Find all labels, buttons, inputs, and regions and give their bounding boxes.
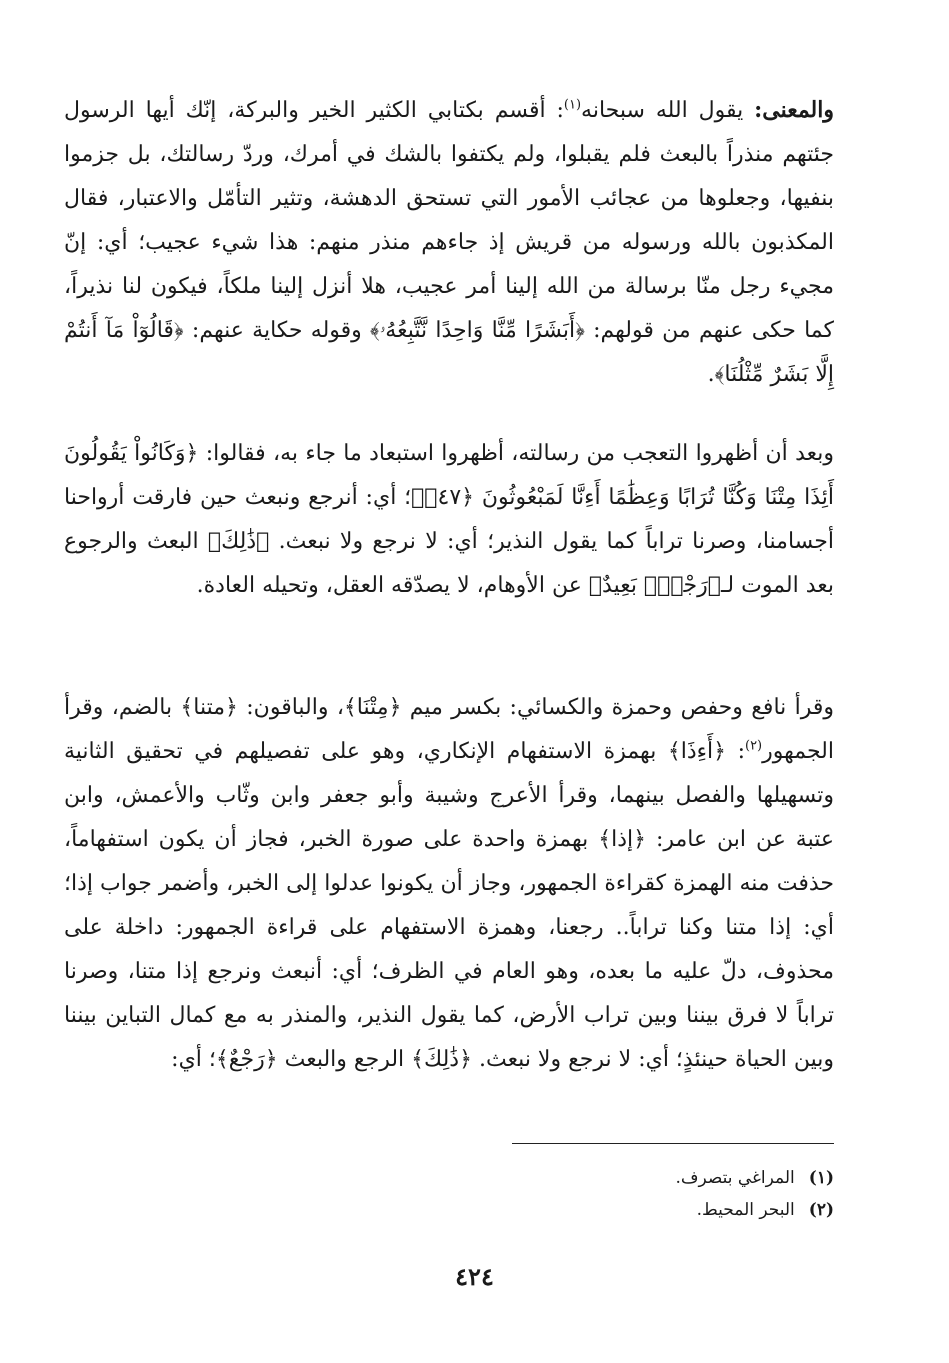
page-number: ٤٢٤ [455, 1262, 494, 1291]
paragraph-2-text: وبعد أن أظهروا التعجب من رسالته، أظهروا استبعاد ما جاء به، فقالوا: ﴿وَكَانُواْ يَقُولُونَ أَئِذَا مِتْنَا وَكُنَّا تُرَابًا وَعِظَٰمًا أَءِنَّا لَمَبْعُوثُونَ ﴿٤٧﴾﴾؛ أي: أنرجع ونبعث حين فارقت أرواحنا أجسامنا، وصرنا تراباً كما يقول النذير؛ أي: لا نرجع ولا نبعث. ﴿ذَٰلِكَ﴾ البعث والرجوع بعد الموت لـ﴿رَجْعٌۢ بَعِيدٌ﴾ عن الأوهام، لا يصدّقه العقل، وتحيله العادة. [64, 441, 834, 598]
footnote-item [64, 1194, 834, 1226]
paragraph-3-text [64, 686, 834, 1082]
footnote-item [64, 1162, 834, 1194]
footnote-ref-1[interactable]: (١) [563, 97, 582, 113]
paragraph-3-part-a: وقرأ نافع وحفص وحمزة والكسائي: بكسر ميم ﴿مِتْنَا﴾، والباقون: ﴿متنا﴾ بالضم، وقرأ الجمهور [64, 695, 834, 764]
paragraph-lead-word: والمعنى: [754, 97, 834, 123]
paragraph-meaning [64, 88, 834, 397]
paragraph-denial [64, 432, 834, 608]
paragraph-1-part-a: يقول الله سبحانه [581, 98, 755, 123]
paragraph-1-text [64, 88, 834, 397]
footnote-text: البحر المحيط. [696, 1200, 795, 1220]
footnote-text: المراغي بتصرف. [675, 1168, 795, 1188]
footnote-divider [512, 1143, 834, 1144]
footnote-number: (٢) [808, 1200, 834, 1220]
footnote-number: (١) [808, 1168, 834, 1188]
paragraph-3-part-b: : ﴿أَءِذَا﴾ بهمزة الاستفهام الإنكاري، وهو على تفصيلهم في تحقيق الثانية وتسهيلها والفصل بينهما، وقرأ الأعرج وشيبة وأبو جعفر وابن وثّاب والأعمش، وابن عتبة عن ابن عامر: ﴿إذا﴾ بهمزة واحدة على صورة الخبر، فجاز أن يكون استفهاماً، حذفت منه الهمزة كقراءة الجمهور، وجاز أن يكونوا عدلوا إلى الخبر، وأضمر جواب إذا؛ أي: إذا متنا وكنا تراباً.. رجعنا، وهمزة الاستفهام على قراءة الجمهور: داخلة على محذوف، دلّ عليه ما بعده، وهو العام في الظرف؛ أي: أنبعث ونرجع إذا متنا، وصرنا تراباً لا فرق بيننا وبين تراب الأرض، كما يقول النذير، والمنذر به مع كمال التباين بيننا وبين الحياة حينئذٍ؛ أي: لا نرجع ولا نبعث. ﴿ذَٰلِكَ﴾ الرجع والبعث ﴿رَجْعٌ﴾؛ أي: [64, 739, 834, 1072]
footnote-ref-2[interactable]: (٢) [744, 738, 763, 754]
paragraph-1-part-b: : أقسم بكتابي الكثير الخير والبركة، إنّك أيها الرسول جئتهم منذراً بالبعث فلم يقبلوا، ولم يكتفوا بالشك في أمرك، وردّ رسالتك، بل جزموا بنفيها، وجعلوها من عجائب الأمور التي تستحق الدهشة، وتثير التأمّل والاعتبار، فقال المكذبون بالله ورسوله من قريش إذ جاءهم منذر منهم: هذا شيء عجيب؛ أي: إنّ مجيء رجل منّا برسالة من الله إلينا أمر عجيب، هلا أنزل إلينا ملكاً، فيكون لنا نذيراً، كما حكى عنهم من قولهم: ﴿أَبَشَرًا مِّنَّا وَاحِدًا نَّتَّبِعُهُۥ﴾ وقوله حكاية عنهم: ﴿قَالُوٓاْ مَآ أَنتُمْ إِلَّا بَشَرٌ مِّثْلُنَا﴾. [64, 98, 834, 387]
paragraph-readings [64, 686, 834, 1082]
footnotes [64, 1162, 834, 1226]
